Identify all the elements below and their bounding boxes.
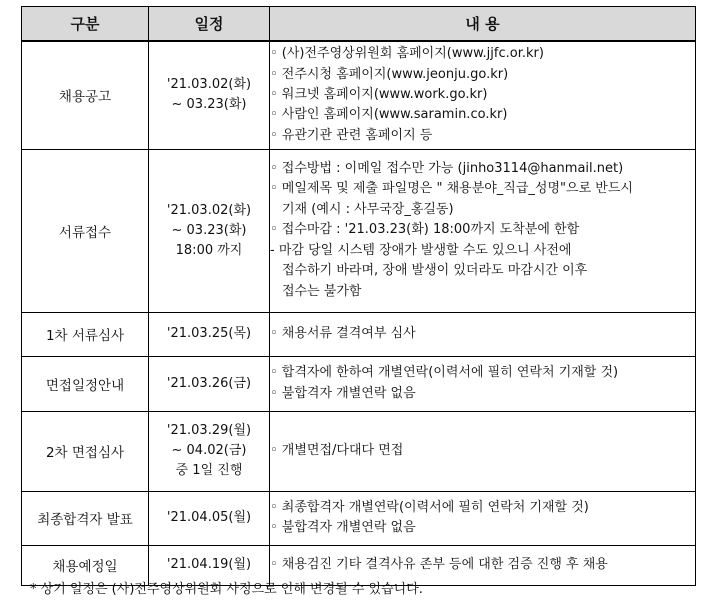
content-line: - 마감 당일 시스템 장애가 발생할 수도 있으니 사전에 xyxy=(270,242,572,258)
content-line: ◦ 불합격자 개별연락 없음 xyxy=(270,520,416,535)
date-cell xyxy=(149,411,270,491)
header-content: 내 용 xyxy=(270,7,696,42)
date-cell xyxy=(149,356,270,411)
header-category: 구분 xyxy=(22,7,149,42)
footnote: * 상기 일정은 (사)전주영상위원회 사정으로 인해 변경될 수 있습니다. xyxy=(30,582,423,597)
content-line: ◦ 메일제목 및 제출 파일명은 " 채용분야_직급_성명"으로 반드시 xyxy=(270,181,633,197)
date-line: ~ 03.23(화) xyxy=(171,97,247,113)
table-row xyxy=(22,312,696,356)
content-line: ◦ 최종합격자 개별연락(이력서에 필히 연락처 기재할 것) xyxy=(270,499,589,515)
content-cell xyxy=(270,491,696,545)
category-cell: 채용공고 xyxy=(22,41,149,149)
content-line: ◦ 유관기관 관련 홈페이지 등 xyxy=(270,127,433,143)
content-line: ◦ 사람인 홈페이지(www.saramin.co.kr) xyxy=(270,107,508,123)
date-line: 18:00 까지 xyxy=(175,242,243,258)
content-line: ◦ 전주시청 홈페이지(www.jeonju.go.kr) xyxy=(270,66,509,82)
date-line: ~ 04.02(금) xyxy=(171,443,247,458)
category-cell: 1차 서류심사 xyxy=(22,312,149,356)
category-cell: 2차 면접심사 xyxy=(22,411,149,491)
date-cell xyxy=(149,491,270,545)
recruitment-schedule-table xyxy=(21,6,696,586)
date-cell xyxy=(149,312,270,356)
category-cell: 서류접수 xyxy=(22,149,149,312)
content-cell xyxy=(270,41,696,149)
content-line: ◦ 합격자에 한하여 개별연락(이력서에 필히 연락처 기재할 것) xyxy=(270,365,619,381)
table-row xyxy=(22,411,696,491)
content-line: ◦ 불합격자 개별연락 없음 xyxy=(270,385,416,401)
category-cell: 면접일정안내 xyxy=(22,356,149,411)
category-cell: 최종합격자 발표 xyxy=(22,491,149,545)
date-line: '21.03.02(화) xyxy=(166,202,252,218)
content-line: ◦ 워크넷 홈페이지(www.work.go.kr) xyxy=(270,87,488,103)
content-line: ◦ 접수방법 : 이메일 접수만 가능 (jinho3114@hanmail.net) xyxy=(270,161,624,177)
content-line: 기재 (예시 : 사무국장_홍길동) xyxy=(282,201,454,217)
date-line: '21.04.19(월) xyxy=(166,557,252,572)
content-cell xyxy=(270,411,696,491)
date-cell xyxy=(149,41,270,149)
content-cell xyxy=(270,356,696,411)
table-header-row xyxy=(22,7,696,42)
table-row xyxy=(22,356,696,411)
content-line: ◦ 채용서류 결격여부 심사 xyxy=(270,325,416,341)
category-cell: 채용예정일 xyxy=(22,545,149,585)
content-line: ◦ 개별면접/다대다 면접 xyxy=(270,442,404,458)
content-line: ◦ 채용검진 기타 결격사유 존부 등에 대한 검증 진행 후 채용 xyxy=(270,556,608,572)
date-line: '21.03.29(월) xyxy=(166,423,252,438)
content-cell xyxy=(270,312,696,356)
date-line: ~ 03.23(화) xyxy=(171,222,247,238)
table-row xyxy=(22,491,696,545)
content-line: 접수하기 바라며, 장애 발생이 있더라도 마감시간 이후 xyxy=(282,263,588,279)
table-row xyxy=(22,41,696,149)
date-line: 중 1일 진행 xyxy=(175,463,243,478)
date-line: '21.03.26(금) xyxy=(166,375,252,391)
date-line: '21.03.02(화) xyxy=(166,77,252,93)
content-line: ◦ 접수마감 : '21.03.23(화) 18:00까지 도착분에 한함 xyxy=(270,222,580,238)
date-line: '21.03.25(목) xyxy=(166,326,252,341)
date-cell xyxy=(149,149,270,312)
table-row xyxy=(22,149,696,312)
date-line: '21.04.05(월) xyxy=(166,510,252,525)
content-cell xyxy=(270,149,696,312)
content-line: ◦ (사)전주영상위원회 홈페이지(www.jjfc.or.kr) xyxy=(270,46,544,62)
content-line: 접수는 불가함 xyxy=(282,283,362,299)
header-schedule: 일정 xyxy=(149,7,270,42)
